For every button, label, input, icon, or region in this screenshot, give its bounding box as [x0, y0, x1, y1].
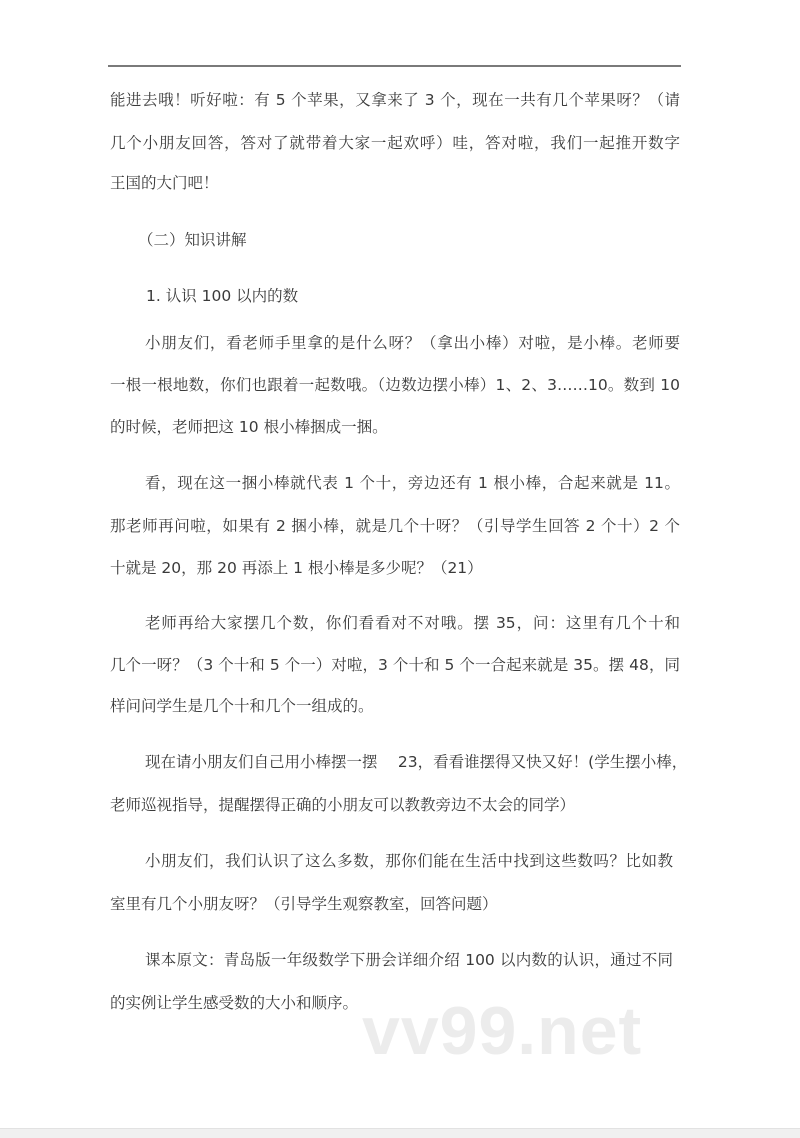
paragraph-line: 几个小朋友回答，答对了就带着大家一起欢呼）哇，答对啦，我们一起推开数字: [110, 134, 680, 152]
subsection-heading: 1. 认识 100 以内的数: [146, 287, 299, 305]
paragraph-line: 老师巡视指导，提醒摆得正确的小朋友可以教教旁边不太会的同学）: [110, 796, 576, 814]
paragraph-line: 课本原文：青岛版一年级数学下册会详细介绍 100 以内数的认识，通过不同: [145, 951, 673, 969]
paragraph-line: 小朋友们，看老师手里拿的是什么呀？（拿出小棒）对啦，是小棒。老师要: [145, 334, 680, 352]
paragraph-line: 王国的大门吧！: [110, 174, 219, 192]
paragraph-line: 那老师再问啦，如果有 2 捆小棒，就是几个十呀？（引导学生回答 2 个十）2 个: [110, 517, 680, 535]
paragraph-line: 现在请小朋友们自己用小棒摆一摆 23，看看谁摆得又快又好！(学生摆小棒，: [145, 753, 688, 771]
paragraph-line: 几个一呀？（3 个十和 5 个一）对啦，3 个十和 5 个一合起来就是 35。摆 48，同: [110, 656, 680, 674]
paragraph-line: 看，现在这一捆小棒就代表 1 个十，旁边还有 1 根小棒，合起来就是 11。: [145, 474, 680, 492]
paragraph-line: 的时候，老师把这 10 根小棒捆成一捆。: [110, 418, 388, 436]
paragraph-line: 十就是 20，那 20 再添上 1 根小棒是多少呢？（21）: [110, 559, 483, 577]
header-rule: [108, 65, 681, 67]
paragraph-line: 小朋友们，我们认识了这么多数，那你们能在生活中找到这些数吗？比如教: [145, 852, 673, 870]
paragraph-line: 的实例让学生感受数的大小和顺序。: [110, 994, 359, 1012]
paragraph-line: 样问问学生是几个十和几个一组成的。: [110, 697, 374, 715]
paragraph-line: 能进去哦！听好啦：有 5 个苹果，又拿来了 3 个，现在一共有几个苹果呀？（请: [110, 91, 680, 109]
paragraph-line: 室里有几个小朋友呀？（引导学生观察教室，回答问题）: [110, 895, 498, 913]
paragraph-line: 一根一根地数，你们也跟着一起数哦。（边数边摆小棒）1、2、3……10。数到 10: [110, 376, 680, 394]
paragraph-line: 老师再给大家摆几个数，你们看看对不对哦。摆 35，问：这里有几个十和: [145, 614, 680, 632]
watermark: vv99.net: [362, 993, 643, 1069]
section-heading: （二）知识讲解: [138, 231, 247, 249]
